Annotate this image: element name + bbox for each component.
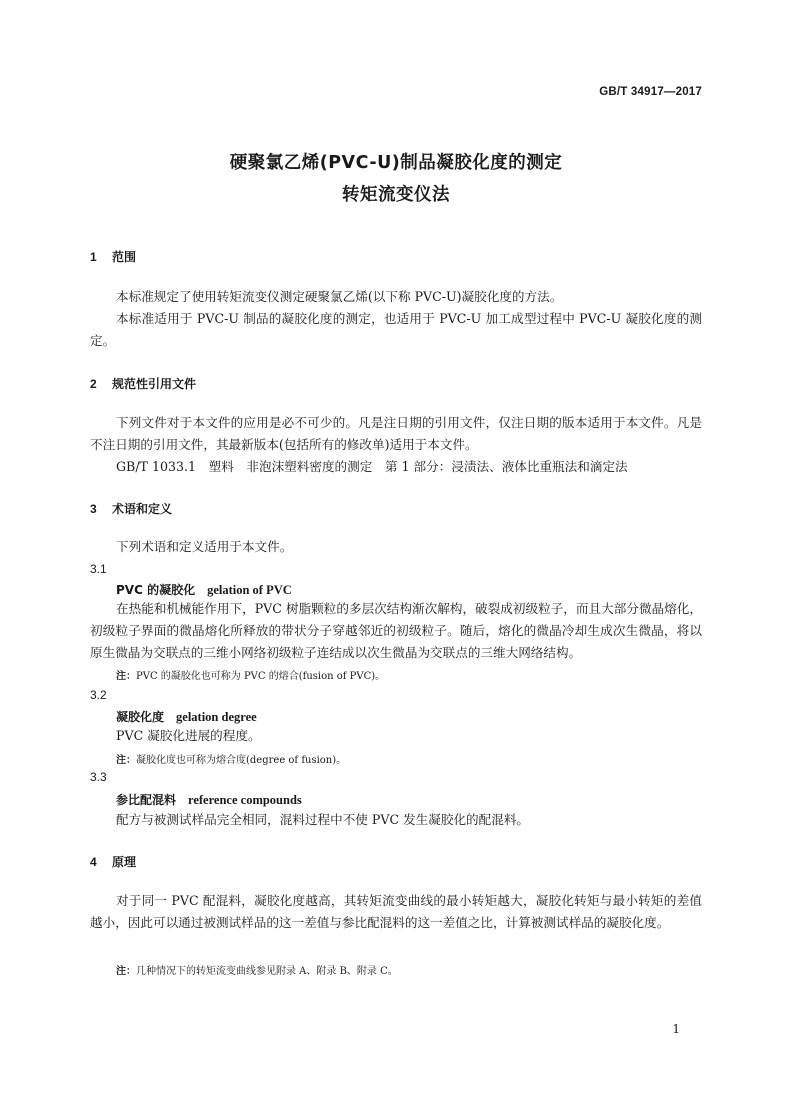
term-heading: [116, 581, 292, 598]
section-number: 3: [90, 502, 97, 516]
scope-paragraph-1: 本标准规定了使用转矩流变仪测定硬聚氯乙烯(以下称 PVC-U)凝胶化度的方法。: [116, 289, 563, 304]
section-title: 规范性引用文件: [112, 377, 197, 391]
section-title: 范围: [112, 250, 137, 264]
standard-number: GB/T 34917—2017: [599, 86, 702, 98]
note-label: 注：: [116, 755, 136, 766]
section-number: 4: [90, 855, 97, 869]
page-number: 1: [672, 1022, 680, 1036]
term-number: 3.1: [90, 562, 107, 576]
term-zh: PVC 的凝胶化: [116, 583, 196, 597]
note-text: 几种情况下的转矩流变曲线参见附录 A、附录 B、附录 C。: [136, 966, 398, 977]
term-zh: 参比配混料: [116, 793, 177, 807]
section-number: 1: [90, 250, 97, 264]
principle-paragraph: 对于同一 PVC 配混料，凝胶化度越高，其转矩流变曲线的最小转矩越大，凝胶化转矩与最小转矩的差值越小，因此可以通过被测试样品的这一差值与参比配混料的这一差值之比，计算被测试样品的凝胶化度。: [90, 893, 702, 930]
section-title: 原理: [112, 855, 137, 869]
term-definition: 在热能和机械能作用下，PVC 树脂颗粒的多层次结构渐次解构，破裂成初级粒子，而且大部分微晶熔化，初级粒子界面的微晶熔化所释放的带状分子穿越邻近的初级粒子。随后，熔化的微晶冷却生成次生微晶，将以原生微晶为交联点的三维小网络初级粒子连结成以次生微晶为交联点的三维大网络结构。: [90, 601, 702, 660]
document-subtitle: 转矩流变仪法: [342, 185, 450, 205]
principle-note: [116, 962, 398, 977]
terms-intro: 下列术语和定义适用于本文件。: [116, 539, 293, 554]
section-title: 术语和定义: [112, 502, 173, 516]
section-heading-terms: [90, 500, 172, 517]
section-heading-normative-references: [90, 375, 196, 392]
note-label: 注：: [116, 671, 136, 682]
note-text: 凝胶化度也可称为熔合度(degree of fusion)。: [136, 755, 347, 766]
reference-item: GB/T 1033.1 塑料 非泡沫塑料密度的测定 第 1 部分：浸渍法、液体比重瓶法和滴定法: [116, 459, 628, 474]
references-paragraph: 下列文件对于本文件的应用是必不可少的。凡是注日期的引用文件，仅注日期的版本适用于本文件。凡是不注日期的引用文件，其最新版本(包括所有的修改单)适用于本文件。: [90, 415, 702, 452]
term-number: 3.3: [90, 770, 107, 784]
term-zh: 凝胶化度: [116, 710, 165, 724]
term-en: gelation of PVC: [207, 583, 292, 597]
note-text: PVC 的凝胶化也可称为 PVC 的熔合(fusion of PVC)。: [136, 671, 386, 682]
section-heading-principle: [90, 853, 136, 870]
term-en: gelation degree: [176, 710, 257, 724]
term-note: [116, 751, 346, 766]
term-note: [116, 667, 385, 682]
term-number: 3.2: [90, 688, 107, 702]
section-heading-scope: [90, 248, 136, 265]
term-en: reference compounds: [188, 793, 302, 807]
term-heading: [116, 791, 302, 808]
term-definition: 配方与被测试样品完全相同，混料过程中不使 PVC 发生凝胶化的配混料。: [116, 812, 530, 827]
section-number: 2: [90, 377, 97, 391]
document-title: 硬聚氯乙烯(PVC-U)制品凝胶化度的测定: [229, 153, 563, 173]
scope-paragraph-2: 本标准适用于 PVC-U 制品的凝胶化度的测定，也适用于 PVC-U 加工成型过程中 PVC-U 凝胶化度的测定。: [90, 311, 702, 348]
term-heading: [116, 708, 257, 725]
term-definition: PVC 凝胶化进展的程度。: [116, 728, 261, 743]
note-label: 注：: [116, 966, 136, 977]
